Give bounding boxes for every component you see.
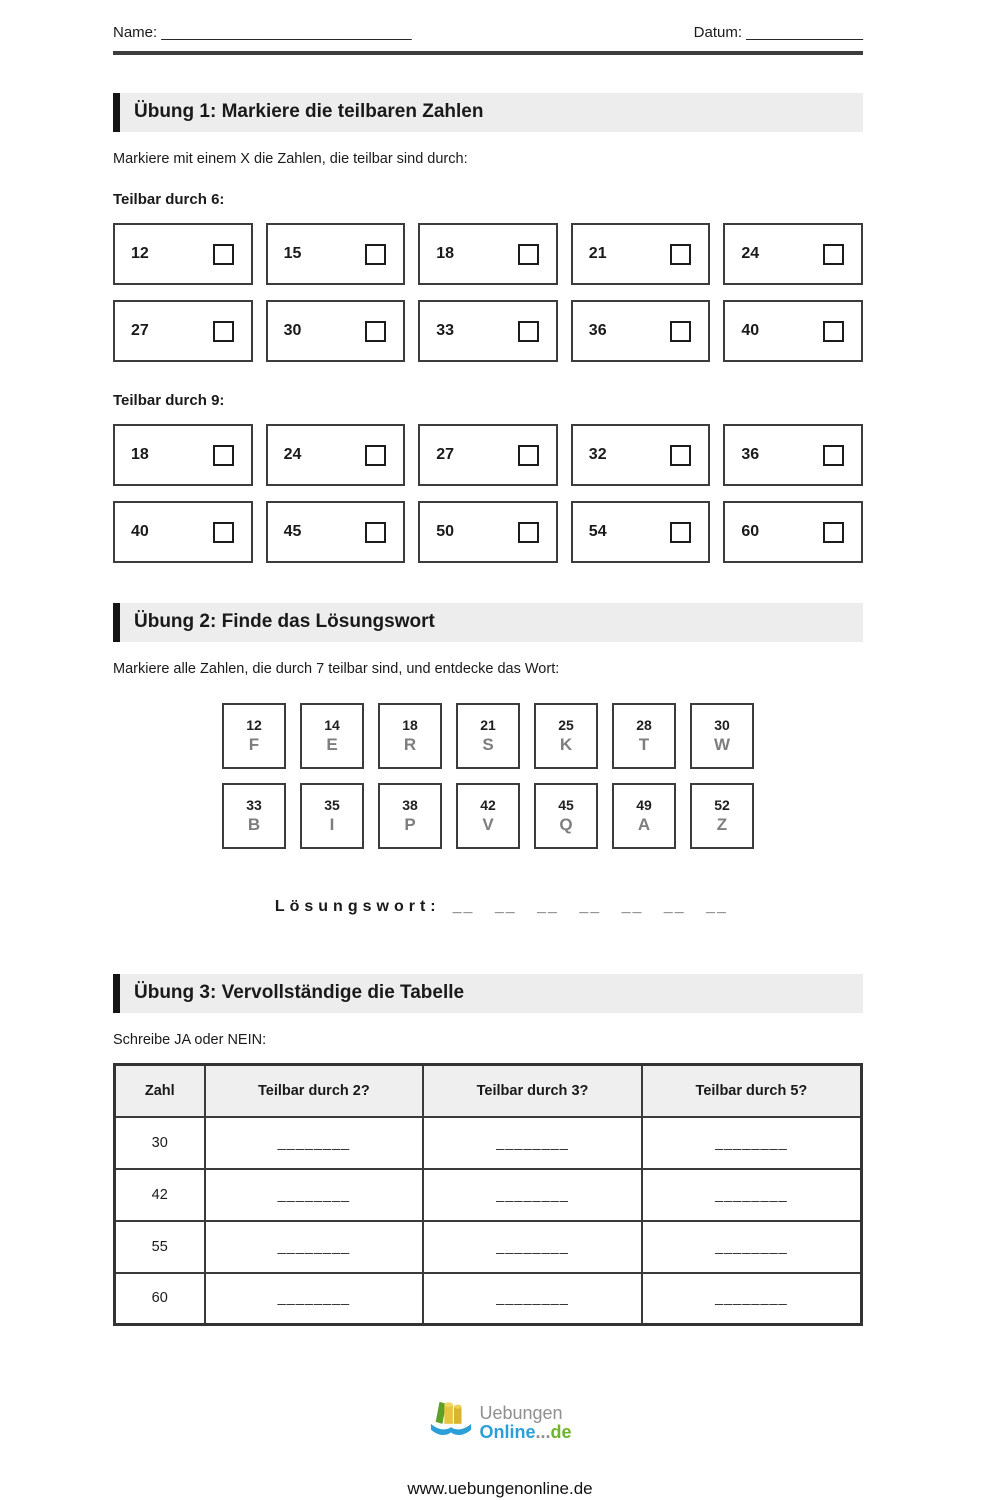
logo-text-uebungen: Uebungen [479,1403,563,1424]
exercise1-instruction: Markiere mit einem X die Zahlen, die teilbar sind durch: [113,151,468,167]
answer-blank[interactable]: ________ [715,1238,788,1255]
letter-row-2 [113,783,863,849]
number-box [571,300,711,362]
answer-blank[interactable]: ________ [715,1186,788,1203]
cell-letter: A [637,815,651,834]
checkbox[interactable] [518,445,539,466]
cell-letter: T [638,735,650,754]
name-blank-line[interactable]: ______________________________ [161,24,412,41]
number-label: 24 [741,245,760,262]
number-box [266,424,406,486]
answer-blank[interactable]: ________ [277,1290,351,1307]
letter-cell[interactable] [456,703,520,769]
number-box [723,223,863,285]
checkbox[interactable] [518,522,539,543]
letter-cell[interactable] [222,703,286,769]
number-box [113,501,253,563]
table-row [115,1169,862,1221]
table-header-row [115,1065,862,1117]
checkbox[interactable] [823,522,844,543]
column-header-durch-2: Teilbar durch 2? [205,1065,424,1117]
durch-9-grid [113,424,863,563]
exercise3-title: Übung 3: Vervollständige die Tabelle [134,982,465,1003]
letter-cell[interactable] [300,783,364,849]
divisibility-table [113,1063,863,1326]
exercise3-instruction: Schreibe JA oder NEIN: [113,1032,267,1048]
number-label: 27 [131,322,149,339]
number-label: 18 [131,446,149,463]
letter-cell[interactable] [690,703,754,769]
table-row [115,1117,862,1169]
number-label: 50 [436,523,454,540]
number-box [571,501,711,563]
exercise2-instruction: Markiere alle Zahlen, die durch 7 teilbar sind, und entdecke das Wort: [113,661,560,677]
row-number: 55 [115,1221,205,1273]
header-divider [113,51,863,55]
table-row [115,1273,862,1325]
letter-cell[interactable] [378,703,442,769]
number-label: 15 [283,245,302,262]
logo-text-de: de [550,1421,572,1442]
group-label-durch-9: Teilbar durch 9: [113,392,225,409]
checkbox[interactable] [213,522,234,543]
answer-blank[interactable]: ________ [496,1134,569,1151]
letter-cell[interactable] [612,703,676,769]
letter-row-1 [113,703,863,769]
number-label: 24 [283,446,302,463]
answer-blank[interactable]: ________ [715,1290,788,1307]
exercise3-header [113,974,863,1013]
row-number: 42 [115,1169,205,1221]
answer-blank[interactable]: ________ [496,1238,569,1255]
number-box [723,424,863,486]
number-box [723,501,863,563]
cell-number: 21 [480,717,496,733]
cell-number: 28 [636,717,652,733]
cell-number: 33 [246,797,262,813]
answer-blank[interactable]: ________ [277,1134,351,1151]
number-box [571,223,711,285]
letter-cell[interactable] [534,703,598,769]
logo-text-dots: ... [535,1421,551,1442]
number-label: 45 [283,523,302,540]
number-label: 54 [588,523,607,540]
number-label: 40 [131,523,149,540]
answer-blank[interactable]: ________ [277,1238,351,1255]
exercise2-header [113,603,863,642]
checkbox[interactable] [365,522,386,543]
name-field [113,24,412,41]
datum-label: Datum: [693,24,743,41]
checkbox[interactable] [823,321,844,342]
number-label: 60 [741,523,760,540]
logo-text [479,1404,571,1441]
cell-number: 52 [714,797,730,813]
cell-letter: P [404,815,416,834]
row-number: 30 [115,1117,205,1169]
cell-letter: K [559,735,573,754]
number-box [266,501,406,563]
number-label: 40 [741,322,760,339]
column-header-durch-3: Teilbar durch 3? [423,1065,642,1117]
checkbox[interactable] [670,522,691,543]
cell-letter: R [403,735,417,754]
cell-letter: V [482,815,494,834]
letter-cell[interactable] [456,783,520,849]
checkbox[interactable] [670,321,691,342]
column-header-zahl: Zahl [115,1065,205,1117]
cell-letter: F [248,735,260,754]
cell-letter: B [247,815,261,834]
checkbox[interactable] [823,244,844,265]
column-header-durch-5: Teilbar durch 5? [642,1065,862,1117]
number-label: 33 [436,322,454,339]
cell-number: 14 [324,717,340,733]
logo-text-online: Online [479,1421,536,1442]
number-box [418,424,558,486]
datum-field [694,24,863,41]
checkbox[interactable] [213,321,234,342]
page-header [113,0,863,41]
checkbox[interactable] [213,445,234,466]
letter-cell[interactable] [534,783,598,849]
cell-letter: Q [559,815,573,834]
letter-cell[interactable] [612,783,676,849]
checkbox[interactable] [518,244,539,265]
letter-cell[interactable] [690,783,754,849]
checkbox[interactable] [823,445,844,466]
checkbox[interactable] [365,244,386,265]
cell-number: 18 [402,717,418,733]
answer-blank[interactable]: ________ [496,1290,569,1307]
number-box [418,501,558,563]
solution-word-line [113,880,863,934]
letter-cell[interactable] [378,783,442,849]
cell-number: 45 [558,797,574,813]
number-box [113,223,253,285]
cell-letter: I [329,815,335,834]
number-label: 18 [436,245,454,262]
solution-word-blanks[interactable]: __ __ __ __ __ __ __ [452,898,728,915]
cell-number: 25 [558,717,574,733]
number-box [723,300,863,362]
number-box [113,300,253,362]
cell-number: 42 [480,797,496,813]
cell-letter: S [482,735,494,754]
letter-cell[interactable] [300,703,364,769]
checkbox[interactable] [213,244,234,265]
answer-blank[interactable]: ________ [715,1134,788,1151]
footer-logo [0,1398,1000,1447]
solution-word-label: Lösungswort: [274,898,441,915]
cell-letter: Z [716,815,728,834]
number-box [113,424,253,486]
number-box [266,300,406,362]
cell-number: 12 [246,717,262,733]
cell-number: 38 [402,797,418,813]
name-label: Name: [113,24,158,41]
number-label: 12 [131,245,149,262]
letter-cell[interactable] [222,783,286,849]
number-label: 30 [283,322,302,339]
number-label: 32 [588,446,607,463]
table-row [115,1221,862,1273]
website-url[interactable]: www.uebungenonline.de [407,1479,593,1498]
cell-number: 35 [324,797,340,813]
cell-number: 49 [636,797,652,813]
checkbox[interactable] [365,445,386,466]
exercise2-title: Übung 2: Finde das Lösungswort [134,611,435,632]
uebungenonline-logo-icon [428,1398,474,1447]
group-label-durch-6: Teilbar durch 6: [113,191,225,208]
checkbox[interactable] [518,321,539,342]
checkbox[interactable] [670,445,691,466]
checkbox[interactable] [365,321,386,342]
datum-blank-line[interactable]: ______________ [746,24,863,41]
number-box [266,223,406,285]
answer-blank[interactable]: ________ [277,1186,351,1203]
exercise1-header [113,93,863,132]
exercise1-title: Übung 1: Markiere die teilbaren Zahlen [134,101,484,122]
cell-letter: E [326,735,338,754]
number-label: 21 [588,245,607,262]
number-label: 36 [741,446,760,463]
checkbox[interactable] [670,244,691,265]
answer-blank[interactable]: ________ [496,1186,569,1203]
number-label: 36 [588,322,607,339]
logo-text-online-de [479,1423,571,1441]
number-label: 27 [436,446,454,463]
number-box [418,223,558,285]
cell-letter: W [713,735,731,754]
number-box [571,424,711,486]
number-box [418,300,558,362]
cell-number: 30 [714,717,730,733]
durch-6-grid [113,223,863,362]
row-number: 60 [115,1273,205,1325]
